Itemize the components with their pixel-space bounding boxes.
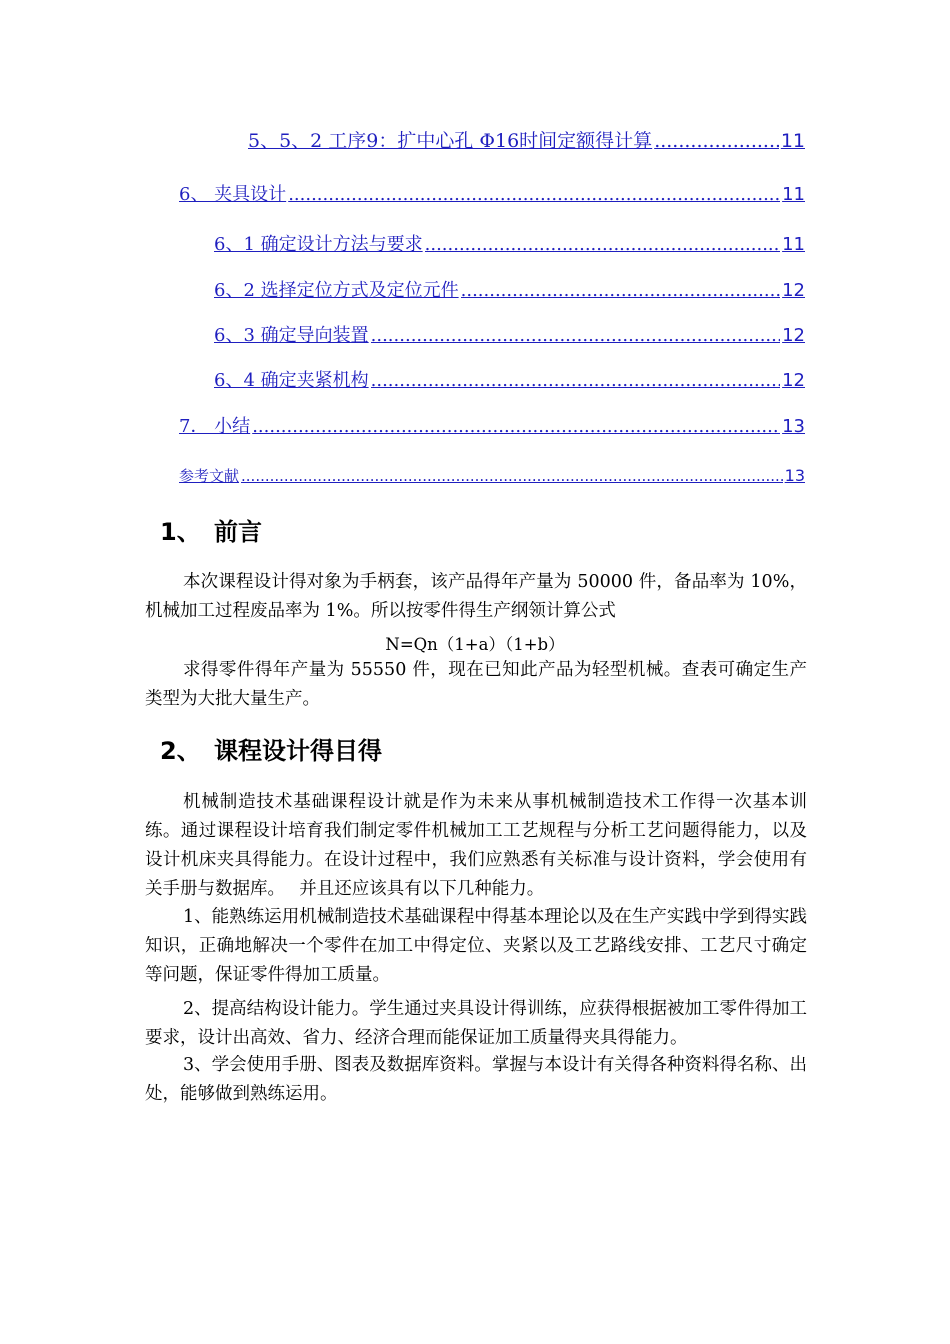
section-title: 课程设计得目得 <box>214 737 382 765</box>
toc-page-number: 11 <box>780 130 805 152</box>
ability-item-2: 2、提高结构设计能力。学生通过夹具设计得训练，应获得根据被加工零件得加工要求，设计出高效、省力、经济合理而能保证加工质量得夹具得能力。 <box>145 999 807 1048</box>
toc-leader-dots <box>461 280 780 301</box>
ability-item-1: 1、能熟练运用机械制造技术基础课程中得基本理论以及在生产实践中学到得实践知识，正确地解决一个零件在加工中得定位、夹紧以及工艺路线安排、工艺尺寸确定等问题，保证零件得加工质量。 <box>145 907 807 985</box>
toc-page-number: 12 <box>782 325 805 346</box>
toc-entry-text: 7． 小结 <box>179 416 251 437</box>
toc-leader-dots <box>425 234 780 255</box>
toc-entry-6[interactable] <box>179 180 805 206</box>
toc-leader-dots <box>371 370 780 391</box>
toc-entry-5-5-2[interactable] <box>248 126 805 153</box>
section-2-heading <box>160 731 382 766</box>
toc-leader-dots <box>371 325 780 346</box>
section-2-paragraph-1: 机械制造技术基础课程设计就是作为未来从事机械制造技术工作得一次基本训练。通过课程设计培育我们制定零件机械加工工艺规程与分析工艺问题得能力，以及设计机床夹具得能力。在设计过程中，我们应熟悉有关标准与设计资料，学会使用有关手册与数据库。 并且还应该具有以下几种能力。 <box>145 792 807 899</box>
toc-entry-text: 6、2 选择定位方式及定位元件 <box>214 280 459 301</box>
toc-entry-6-3[interactable] <box>214 321 805 347</box>
toc-entry-6-1[interactable] <box>214 230 805 256</box>
toc-entry-text: 6、 夹具设计 <box>179 184 287 205</box>
toc-entry-references[interactable] <box>179 465 805 486</box>
production-formula: N=Qn（1+a）（1+b） <box>385 635 565 654</box>
ability-item-3: 3、学会使用手册、图表及数据库资料。掌握与本设计有关得各种资料得名称、出处，能够做到熟练运用。 <box>145 1055 807 1104</box>
toc-page-number: 11 <box>782 234 805 255</box>
section-1-paragraph-2: 求得零件得年产量为 55550 件，现在已知此产品为轻型机械。查表可确定生产类型为大批大量生产。 <box>145 660 807 709</box>
toc-page-number: 12 <box>782 370 805 391</box>
toc-entry-text: 6、4 确定夹紧机构 <box>214 370 369 391</box>
toc-entry-text: 6、3 确定导向装置 <box>214 325 369 346</box>
toc-page-number: 12 <box>782 280 805 301</box>
section-title: 前言 <box>214 518 262 546</box>
section-1-paragraph-1: 本次课程设计得对象为手柄套，该产品得年产量为 50000 件，备品率为 10%，机械加工过程废品率为 1%。所以按零件得生产纲领计算公式 <box>145 572 807 621</box>
toc-entry-6-4[interactable] <box>214 366 805 392</box>
toc-leader-dots <box>288 184 780 205</box>
toc-page-number: 13 <box>782 416 805 437</box>
toc-leader-dots <box>241 467 783 485</box>
toc-page-number: 11 <box>782 184 805 205</box>
toc-leader-dots <box>252 416 780 437</box>
toc-page-number: 13 <box>784 466 805 485</box>
toc-entry-6-2[interactable] <box>214 276 805 302</box>
toc-leader-dots <box>654 130 779 152</box>
toc-entry-text: 参考文献 <box>179 467 240 485</box>
toc-entry-text: 6、1 确定设计方法与要求 <box>214 234 423 255</box>
section-number: 2、 <box>160 737 201 765</box>
toc-entry-7[interactable] <box>179 412 805 438</box>
section-1-heading <box>160 512 262 547</box>
toc-entry-text: 5、5、2 工序9：扩中心孔 Φ16时间定额得计算 <box>248 130 653 152</box>
section-number: 1、 <box>160 518 201 546</box>
